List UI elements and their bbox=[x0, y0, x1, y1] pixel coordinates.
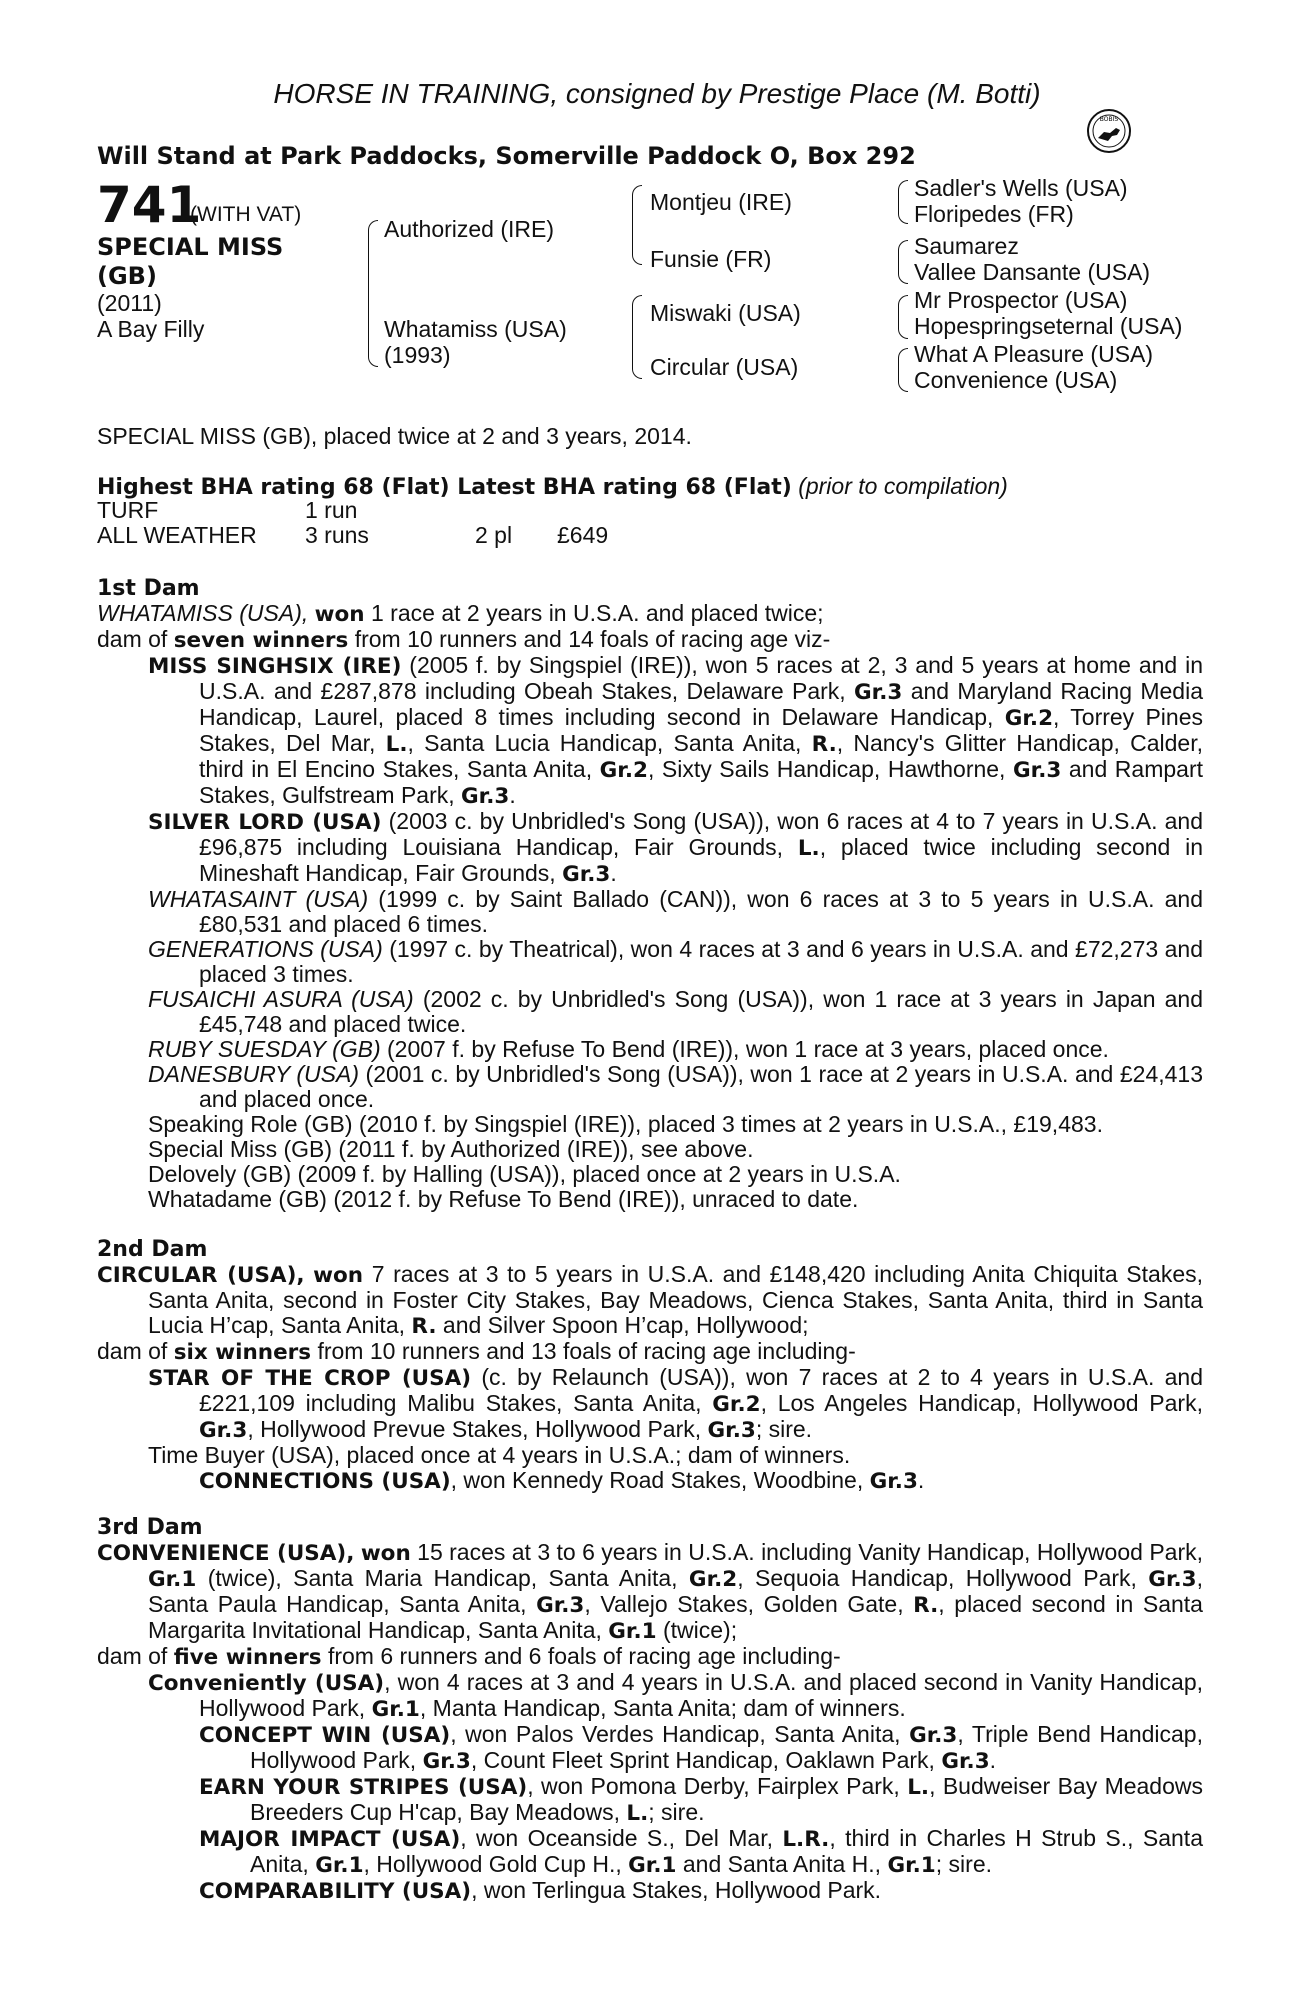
bha-rating-text: Highest BHA rating 68 (Flat) Latest BHA rating 68 (Flat) bbox=[97, 475, 792, 500]
list-item: DANESBURY (USA) (2001 c. by Unbridled's Song (USA)), won 1 race at 2 years in U.S.A. and £24,413 and placed once. bbox=[148, 1061, 1204, 1112]
pedigree-dds: What A Pleasure (USA) bbox=[914, 341, 1154, 367]
turf-runs: 1 run bbox=[305, 497, 358, 523]
list-item: WHATASAINT (USA) (1999 c. by Saint Ballado (CAN)), won 6 races at 3 to 5 years in U.S.A. and £80,531 and placed 6 times. bbox=[148, 886, 1203, 937]
list-item: Conveniently (USA), won 4 races at 3 and 4 years in U.S.A. and placed second in Vanity Handicap, Hollywood Park, Gr.1, Manta Handicap, Santa Anita; dam of winners. bbox=[148, 1669, 1203, 1722]
list-item: FUSAICHI ASURA (USA) (2002 c. by Unbridled's Song (USA)), won 1 race at 3 years in Japan and £45,748 and placed twice. bbox=[148, 986, 1203, 1037]
svg-text:BOBIS: BOBIS bbox=[1099, 116, 1119, 123]
first-dam-section bbox=[97, 576, 1203, 1212]
list-item: Special Miss (GB) (2011 f. by Authorized (IRE)), see above. bbox=[148, 1136, 754, 1162]
turf-label: TURF bbox=[97, 497, 159, 523]
list-item: COMPARABILITY (USA), won Terlingua Stakes, Hollywood Park. bbox=[199, 1877, 882, 1904]
horse-name: SPECIAL MISS bbox=[97, 233, 284, 261]
pedigree-sire-dam: Funsie (FR) bbox=[650, 246, 772, 272]
horse-origin: (GB) bbox=[97, 262, 157, 290]
pedigree-dam-sire: Miswaki (USA) bbox=[650, 300, 801, 326]
second-dam-section bbox=[97, 1237, 1203, 1494]
pedigree-bracket bbox=[898, 348, 908, 392]
list-item: Time Buyer (USA), placed once at 4 years in U.S.A.; dam of winners. bbox=[148, 1442, 851, 1468]
first-dam-name: WHATAMISS (USA), bbox=[97, 600, 309, 626]
first-dam-produce: dam of seven winners from 10 runners and 14 foals of racing age viz- bbox=[97, 626, 831, 653]
list-item: MAJOR IMPACT (USA), won Oceanside S., Del Mar, L.R., third in Charles H Strub S., Santa Anita, Gr.1, Hollywood Gold Cup H., Gr.1 and Santa Anita H., Gr.1; sire. bbox=[199, 1825, 1203, 1878]
pedigree-dam-dam: Circular (USA) bbox=[650, 354, 799, 380]
second-dam-heading: 2nd Dam bbox=[97, 1237, 208, 1262]
third-dam-section bbox=[97, 1515, 1203, 1904]
pedigree-sdd: Vallee Dansante (USA) bbox=[914, 259, 1151, 285]
bha-rating bbox=[97, 473, 1008, 500]
horse-year: (2011) bbox=[97, 290, 162, 316]
second-dam-line: CIRCULAR (USA), won 7 races at 3 to 5 years in U.S.A. and £148,420 including Anita Chiquita Stakes, Santa Anita, second in Foster City Stakes, Bay Meadows, Cienca Stakes, Santa Anita, third in Santa Lucia H’cap, Santa Anita, R. and Silver Spoon H’cap, Hollywood; bbox=[97, 1261, 1204, 1339]
list-item: Whatadame (GB) (2012 f. by Refuse To Bend (IRE)), unraced to date. bbox=[148, 1186, 859, 1212]
pedigree-dsd: Hopespringseternal (USA) bbox=[914, 313, 1183, 339]
pedigree-bracket bbox=[898, 180, 908, 224]
race-summary: SPECIAL MISS (GB), placed twice at 2 and 3 years, 2014. bbox=[97, 423, 692, 449]
pedigree-sss: Sadler's Wells (USA) bbox=[914, 175, 1128, 201]
aw-runs: 3 runs bbox=[305, 522, 369, 548]
stand-location: Will Stand at Park Paddocks, Somerville Paddock O, Box 292 bbox=[97, 142, 916, 170]
pedigree-bracket bbox=[632, 295, 642, 379]
first-dam-line bbox=[97, 601, 1203, 627]
list-item: STAR OF THE CROP (USA) (c. by Relaunch (USA)), won 7 races at 2 to 4 years in U.S.A. and £221,109 including Malibu Stakes, Santa Anita, Gr.2, Los Angeles Handicap, Hollywood Park, Gr.3, Hollywood Prevue Stakes, Hollywood Park, Gr.3; sire. bbox=[148, 1364, 1204, 1443]
bha-rating-note: (prior to compilation) bbox=[798, 473, 1008, 499]
pedigree-bracket bbox=[898, 295, 908, 339]
first-dam-record: 1 race at 2 years in U.S.A. and placed twice; bbox=[364, 600, 824, 626]
pedigree-dss: Mr Prospector (USA) bbox=[914, 287, 1128, 313]
list-item: Delovely (GB) (2009 f. by Halling (USA)), placed once at 2 years in U.S.A. bbox=[148, 1161, 901, 1187]
pedigree-bracket bbox=[368, 220, 378, 367]
third-dam-heading: 3rd Dam bbox=[97, 1515, 203, 1540]
bobis-logo-icon bbox=[1086, 108, 1132, 154]
list-item: GENERATIONS (USA) (1997 c. by Theatrical), won 4 races at 3 and 6 years in U.S.A. and £72,273 and placed 3 times. bbox=[148, 936, 1203, 987]
pedigree-bracket bbox=[632, 185, 642, 265]
list-item: SILVER LORD (USA) (2003 c. by Unbridled's Song (USA)), won 6 races at 4 to 7 years in U.S.A. and £96,875 including Louisiana Handicap, Fair Grounds, L., placed twice including second in Mineshaft Handicap, Fair Grounds, Gr.3. bbox=[148, 808, 1203, 887]
second-dam-produce: dam of six winners from 10 runners and 13 foals of racing age including- bbox=[97, 1338, 856, 1365]
aw-label: ALL WEATHER bbox=[97, 522, 257, 548]
pedigree-sds: Saumarez bbox=[914, 233, 1019, 259]
pedigree-ddd: Convenience (USA) bbox=[914, 367, 1118, 393]
page-title: HORSE IN TRAINING, consigned by Prestige Place (M. Botti) bbox=[273, 78, 1041, 109]
pedigree-dam: Whatamiss (USA) bbox=[384, 316, 567, 342]
pedigree-ssd: Floripedes (FR) bbox=[914, 201, 1074, 227]
list-item: CONCEPT WIN (USA), won Palos Verdes Handicap, Santa Anita, Gr.3, Triple Bend Handicap, Hollywood Park, Gr.3, Count Fleet Sprint Handicap, Oaklawn Park, Gr.3. bbox=[199, 1721, 1203, 1774]
list-item: MISS SINGHSIX (IRE) (2005 f. by Singspiel (IRE)), won 5 races at 2, 3 and 5 years at home and in U.S.A. and £287,878 including Obeah Stakes, Delaware Park, Gr.3 and Maryland Racing Media Handicap, Laurel, placed 8 times including second in Delaware Handicap, Gr.2, Torrey Pines Stakes, Del Mar, L., Santa Lucia Handicap, Santa Anita, R., Nancy's Glitter Handicap, Calder, third in El Encino Stakes, Santa Anita, Gr.2, Sixty Sails Handicap, Hawthorne, Gr.3 and Rampart Stakes, Gulfstream Park, Gr.3. bbox=[148, 652, 1204, 809]
pedigree-dam-year: (1993) bbox=[384, 342, 451, 368]
pedigree-sire: Authorized (IRE) bbox=[384, 216, 555, 242]
list-item: Speaking Role (GB) (2010 f. by Singspiel (IRE)), placed 3 times at 2 years in U.S.A., £19,483. bbox=[148, 1111, 1103, 1137]
pedigree-bracket bbox=[898, 240, 908, 284]
horse-description: A Bay Filly bbox=[97, 316, 205, 342]
first-dam-heading: 1st Dam bbox=[97, 576, 200, 601]
vat-note: (WITH VAT) bbox=[190, 203, 302, 226]
pedigree-sire-sire: Montjeu (IRE) bbox=[650, 189, 792, 215]
list-item: CONNECTIONS (USA), won Kennedy Road Stakes, Woodbine, Gr.3. bbox=[199, 1467, 925, 1494]
list-item: RUBY SUESDAY (GB) (2007 f. by Refuse To Bend (IRE)), won 1 race at 3 years, placed once. bbox=[148, 1036, 1109, 1062]
lot-number: 741 bbox=[97, 176, 202, 234]
third-dam-produce: dam of five winners from 6 runners and 6 foals of racing age including- bbox=[97, 1643, 841, 1670]
aw-prize: £649 bbox=[557, 522, 609, 548]
third-dam-line: CONVENIENCE (USA), won 15 races at 3 to 6 years in U.S.A. including Vanity Handicap, Hollywood Park, Gr.1 (twice), Santa Maria Handicap, Santa Anita, Gr.2, Sequoia Handicap, Hollywood Park, Gr.3, Santa Paula Handicap, Santa Anita, Gr.3, Vallejo Stakes, Golden Gate, R., placed second in Santa Margarita Invitational Handicap, Santa Anita, Gr.1 (twice); bbox=[97, 1539, 1204, 1644]
won-label: won bbox=[314, 602, 365, 627]
aw-placed: 2 pl bbox=[475, 522, 513, 548]
list-item: EARN YOUR STRIPES (USA), won Pomona Derby, Fairplex Park, L., Budweiser Bay Meadows Breeders Cup H'cap, Bay Meadows, L.; sire. bbox=[199, 1773, 1204, 1826]
